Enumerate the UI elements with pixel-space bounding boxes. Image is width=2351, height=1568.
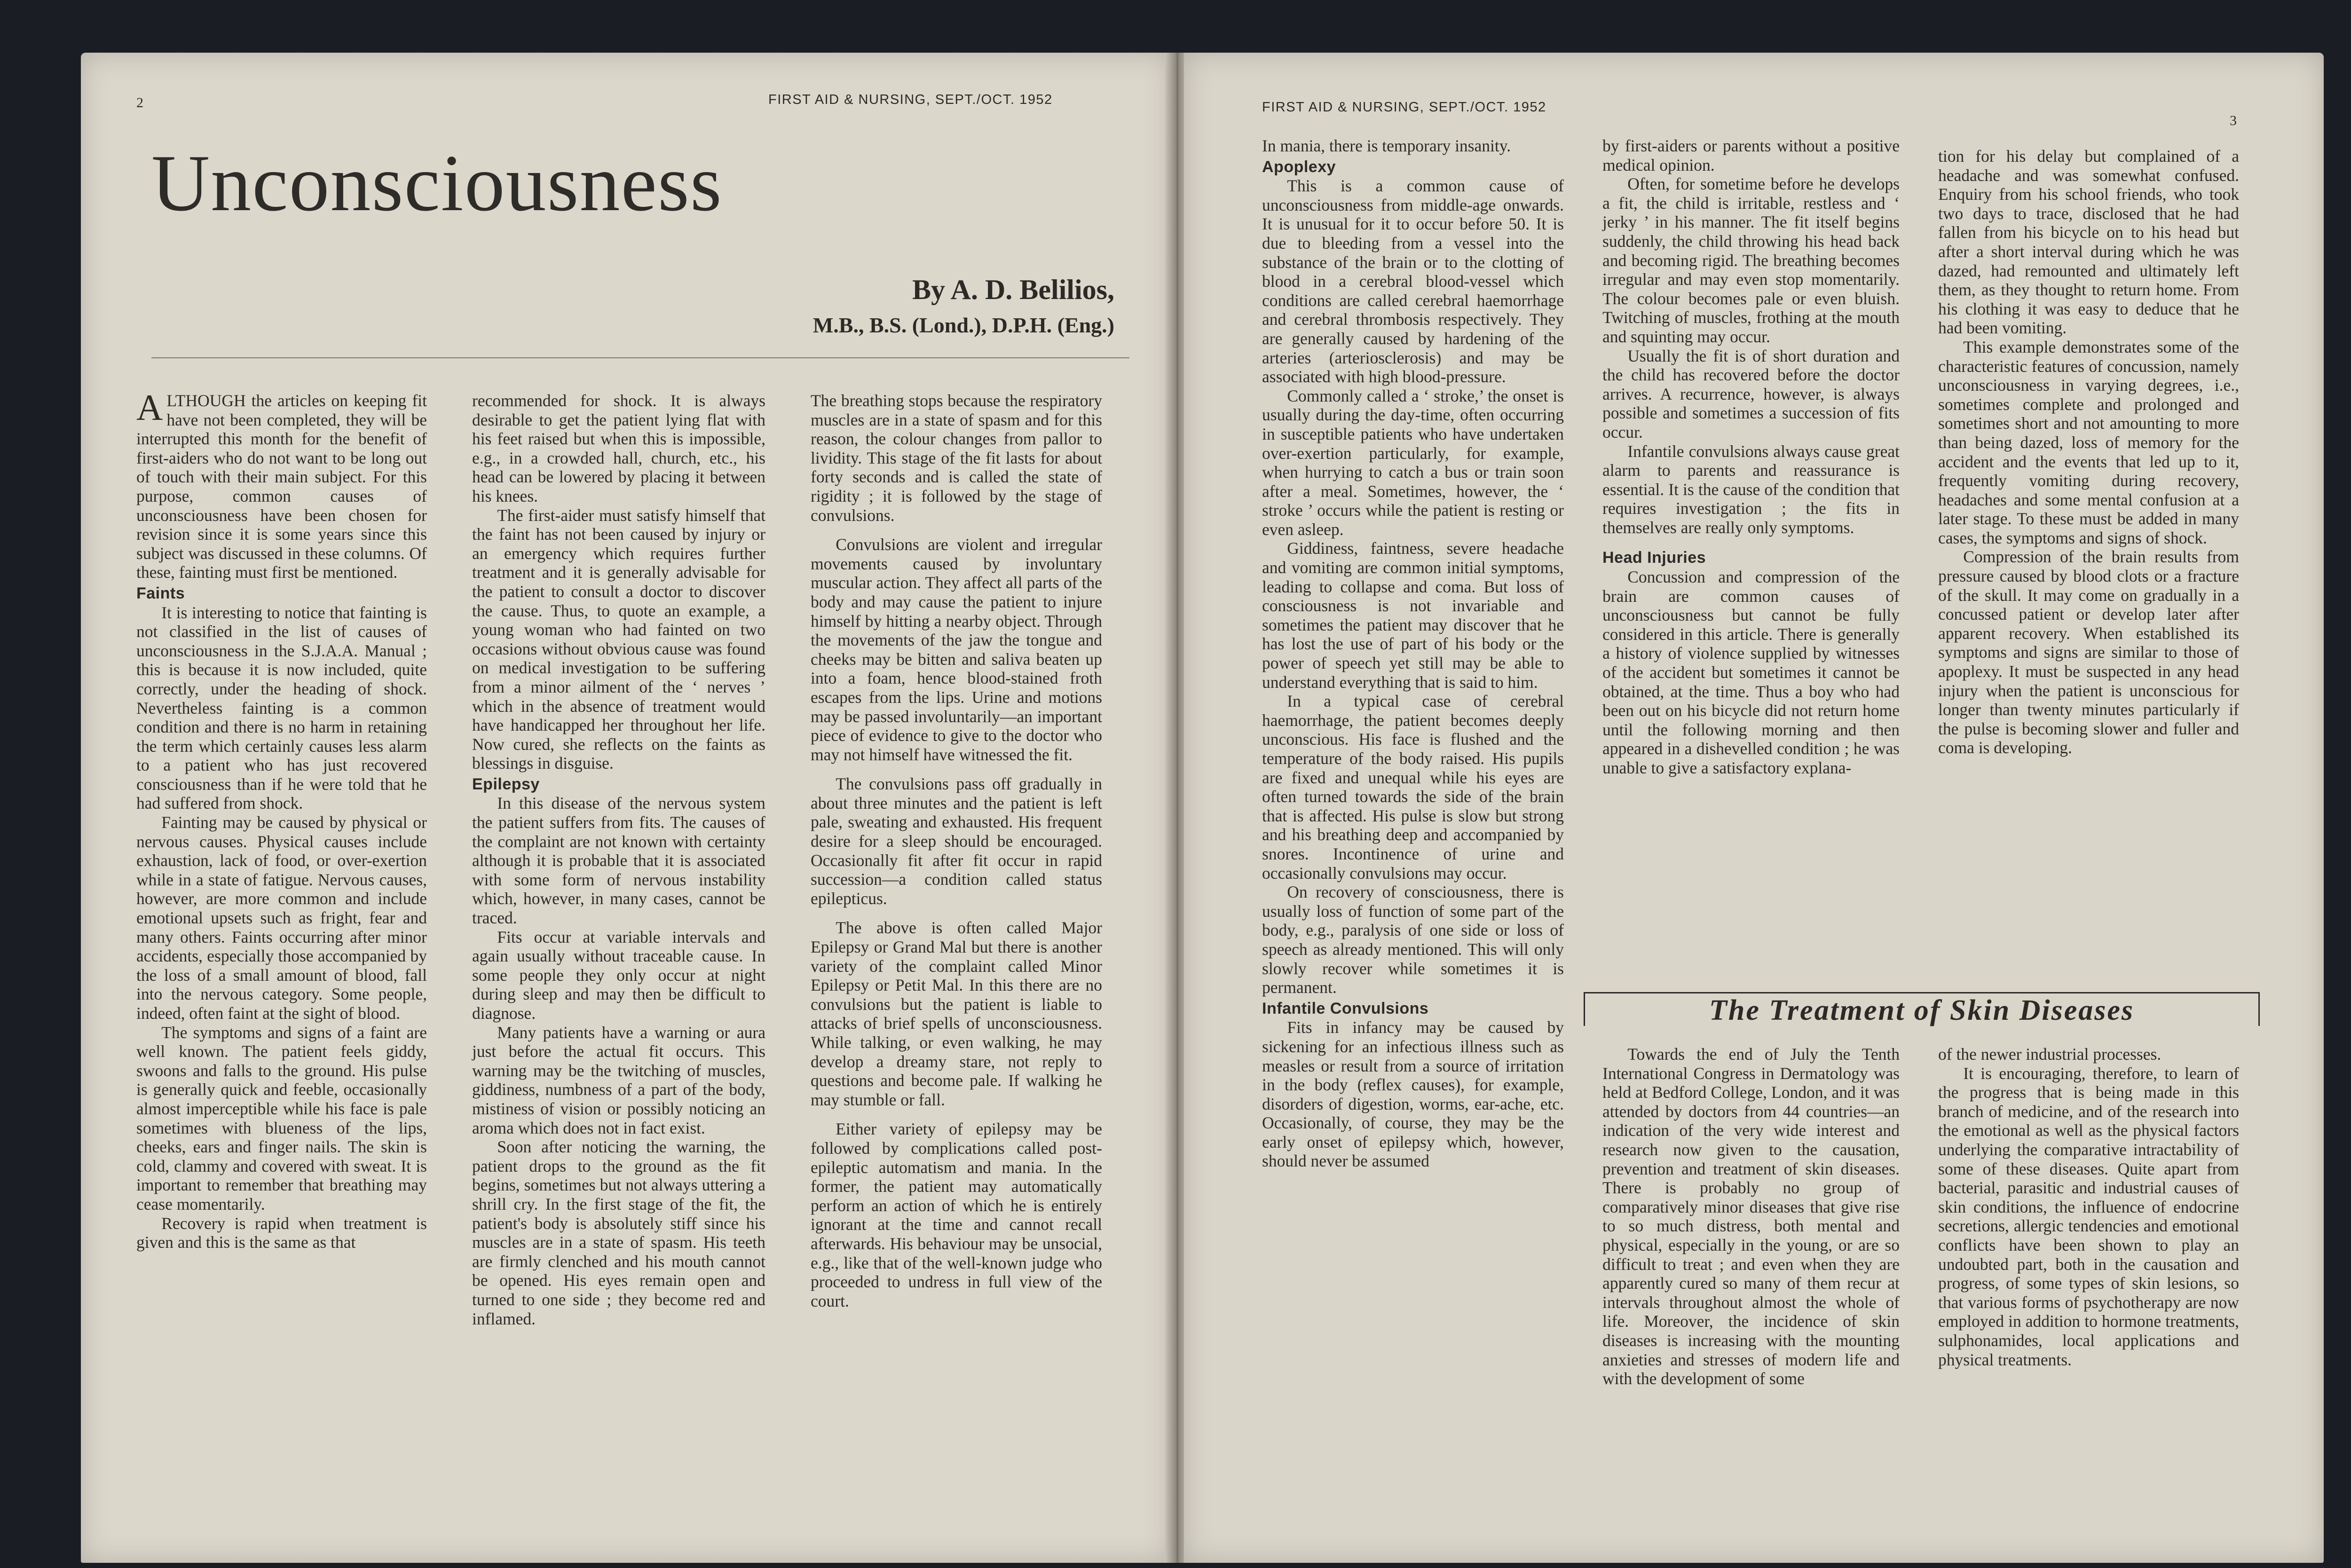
paragraph: Convulsions are violent and irregular movements caused by involuntary muscular action. They affect all parts of the body and may cause the patient to injure himself by hitting a nearby object. Through the movements of the jaw the tongue and cheeks may be bitten and saliva beaten up into a foam, hence blood-stained froth escapes from the lips. Urine and motions may be passed involuntarily—an important piece of evidence to give to the doctor who may not himself have witnessed the fit. bbox=[811, 535, 1102, 764]
paragraph: The convulsions pass off gradually in about three minutes and the patient is left pale, sweating and exhausted. His frequent desire for a sleep should be encouraged. Occasionally fit after fit occur in rapid succession—a condition called status epilepticus. bbox=[811, 774, 1102, 908]
paragraph: Commonly called a ‘ stroke,’ the onset is usually during the day-time, often occurring in susceptible patients who have undertaken over-exertion particularly, for example, when hurrying to catch a bus or train soon after a meal. Sometimes, however, the ‘ stroke ’ occurs while the patient is resting or even asleep. bbox=[1262, 386, 1564, 539]
skin-article-title: The Treatment of Skin Diseases bbox=[1709, 994, 2135, 1026]
paragraph: In mania, there is temporary insanity. bbox=[1262, 136, 1511, 155]
heading-head-injuries: Head Injuries bbox=[1602, 549, 1706, 567]
paragraph: Fits occur at variable intervals and again usually without traceable cause. In some people they only occur at night during sleep and may then be difficult to diagnose. bbox=[472, 927, 765, 1023]
heading-faints: Faints bbox=[136, 584, 185, 602]
skin-diseases-banner bbox=[1584, 992, 2260, 1026]
byline bbox=[813, 274, 1114, 338]
paragraph: recommended for shock. It is always desirable to get the patient lying flat with his feet raised but when this is impossible, e.g., in a crowded hall, church, etc., his head can be lowered by placing it between his knees. bbox=[472, 391, 765, 505]
right-column-3 bbox=[1938, 147, 2239, 757]
paragraph: It is encouraging, therefore, to learn of the progress that is being made in this branch of medicine, and of the research into the emotional as well as the physical factors underlying the comparative intractability of some of these diseases. Quite apart from bacterial, parasitic and industrial causes of skin conditions, the influence of endocrine secretions, allergic tendencies and emotional conflicts have been shown to play an undoubted part, both in the causation and progress, of some types of skin lesions, so that various forms of psychotherapy are now employed in addition to hormone treatments, sulphonamides, local applications and physical treatments. bbox=[1938, 1064, 2239, 1369]
paragraph: It is interesting to notice that fainting is not classified in the list of causes of unconsciousness in the S.J.A.A. Manual ; this is because it is now included, quite correctly, under the heading of shock. Nevertheless fainting is a common condition and there is no harm in retaining the term which certainly causes less alarm to a patient who has just recovered consciousness than if he were told that he had suffered from shock. bbox=[136, 603, 427, 813]
author-qualifications: M.B., B.S. (Lond.), D.P.H. (Eng.) bbox=[813, 313, 1114, 337]
drop-cap: A bbox=[136, 387, 163, 428]
running-head-left: FIRST AID & NURSING, SEPT./OCT. 1952 bbox=[768, 92, 1053, 107]
heading-apoplexy: Apoplexy bbox=[1262, 158, 1336, 176]
heading-epilepsy: Epilepsy bbox=[472, 775, 540, 793]
paragraph: The first-aider must satisfy himself that the faint has not been caused by injury or an emergency which requires further treatment and it is generally advisable for the patient to consult a doctor to discover the cause. Thus, to quote an example, a young woman who had fainted on two occasions without obvious cause was found on medical investigation to be suffering from a minor ailment of the ‘ nerves ’ which in the absence of treatment would have handicapped her throughout her life. Now cured, she reflects on the faints as blessings in disguise. bbox=[472, 505, 765, 773]
left-column-1 bbox=[136, 387, 427, 1252]
left-column-2 bbox=[472, 391, 765, 1328]
heading-infantile-convulsions: Infantile Convulsions bbox=[1262, 999, 1429, 1017]
right-column-1 bbox=[1262, 136, 1564, 1171]
paragraph: Soon after noticing the warning, the patient drops to the ground as the fit begins, sometimes but not always uttering a shrill cry. In the first stage of the fit, the patient's body is absolutely stiff since his muscles are in a state of spasm. His teeth are firmly clenched and his mouth cannot be opened. His eyes remain open and turned to one side ; they become red and inflamed. bbox=[472, 1137, 765, 1328]
page-number-left: 2 bbox=[136, 95, 144, 110]
paragraph: Fits in infancy may be caused by sickening for an infectious illness such as measles or result from a source of irritation in the body (reflex causes), for example, disorders of digestion, worms, ear-ache, etc. Occasionally, of course, they may be the early onset of epilepsy which, however, should never be assumed bbox=[1262, 1018, 1564, 1171]
paragraph: The symptoms and signs of a faint are well known. The patient feels giddy, swoons and falls to the ground. His pulse is generally quick and feeble, occasionally almost imperceptible while his face is pale sometimes with blueness of the lips, cheeks, ears and finger nails. The skin is cold, clammy and covered with sweat. It is important to remember that breathing may cease momentarily. bbox=[136, 1023, 427, 1213]
paragraph: Giddiness, faintness, severe headache and vomiting are common initial symptoms, leading to collapse and coma. But loss of consciousness is not invariable and sometimes the patient may discover that he has lost the use of part of his body or the power of speech yet still may be able to understand everything that is said to him. bbox=[1262, 539, 1564, 692]
paragraph: Usually the fit is of short duration and the child has recovered before the doctor arrives. A recurrence, however, is always possible and sometimes a succession of fits occur. bbox=[1602, 346, 1900, 441]
article-title: Unconsciousness bbox=[151, 139, 723, 228]
page-number-right: 3 bbox=[2230, 113, 2238, 128]
paragraph: of the newer industrial processes. bbox=[1938, 1045, 2162, 1064]
paragraph: Either variety of epilepsy may be followed by complications called post-epileptic automatism and mania. In the former, the patient may automatically perform an action of which he is entirely ignorant at the time and cannot recall afterwards. His behaviour may be unsocial, e.g., like that of the well-known judge who proceeded to undress in full view of the court. bbox=[811, 1119, 1102, 1310]
skin-column-1 bbox=[1602, 1045, 1900, 1388]
paragraph: In a typical case of cerebral haemorrhage, the patient becomes deeply unconscious. His face is flushed and the temperature of the body raised. His pupils are fixed and unequal while his eyes are often turned towards the side of the brain that is affected. His pulse is slow but strong and his breathing deep and accompanied by snores. Incontinence of urine and occasionally convulsions may occur. bbox=[1262, 692, 1564, 882]
paragraph: This is a common cause of unconsciousness from middle-age onwards. It is unusual for it to occur before 50. It is due to bleeding from a vessel into the substance of the brain or to the clotting of blood in a cerebral blood-vessel which conditions are called cerebral haemorrhage and cerebral thrombosis respectively. They are generally caused by hardening of the arteries (arteriosclerosis) and may be associated with high blood-pressure. bbox=[1262, 176, 1564, 386]
paragraph: Often, for sometime before he develops a fit, the child is irritable, restless and ‘ jerky ’ in his manner. The fit itself begins suddenly, the child throwing his head back and becoming rigid. The breathing becomes irregular and may even stop momentarily. The colour becomes pale or even bluish. Twitching of muscles, frothing at the mouth and squinting may occur. bbox=[1602, 174, 1900, 346]
left-column-3 bbox=[811, 391, 1102, 1310]
paragraph: Towards the end of July the Tenth International Congress in Dermatology was held at Bedford College, London, and it was attended by doctors from 44 countries—an indication of the very wide interest and research now given to the causation, prevention and treatment of skin diseases. There is probably no group of comparatively minor diseases that give rise to so much distress, both mental and physical, especially in the young, or are so difficult to treat ; and even when they are apparently cured so many of them recur at intervals throughout almost the whole of life. Moreover, the incidence of skin diseases is increasing with the mounting anxieties and stresses of modern life and with the development of some bbox=[1602, 1045, 1900, 1388]
paragraph: tion for his delay but complained of a headache and was somewhat confused. Enquiry from his school friends, who took two days to trace, disclosed that he had fallen from his bicycle on to his head but after a short interval during which he was dazed, had remounted and ultimately left them, as they thought to return home. From his clothing it was easy to deduce that he had been vomiting. bbox=[1938, 147, 2239, 338]
running-head-right: FIRST AID & NURSING, SEPT./OCT. 1952 bbox=[1262, 100, 1546, 115]
right-page bbox=[1184, 53, 2324, 1563]
paragraph: Many patients have a warning or aura just before the actual fit occurs. This warning may be the twitching of muscles, giddiness, numbness of a part of the body, mistiness of vision or possibly noticing an aroma which does not in fact exist. bbox=[472, 1023, 765, 1137]
paragraph: Concussion and compression of the brain are common causes of unconsciousness but cannot be fully considered in this article. There is generally a history of violence supplied by witnesses of the accident but sometimes it cannot be obtained, at the time. Thus a boy who had been out on his bicycle did not return home until the following morning and then appeared in a dishevelled condition ; he was unable to give a satisfactory explana- bbox=[1602, 567, 1900, 777]
paragraph: The above is often called Major Epilepsy or Grand Mal but there is another variety of the complaint called Minor Epilepsy or Petit Mal. In this there are no convulsions but the patient is liable to attacks of brief spells of unconsciousness. While talking, or even walking, he may develop a dreamy stare, not reply to questions and become pale. If walking he may stumble or fall. bbox=[811, 918, 1102, 1109]
right-column-2 bbox=[1602, 136, 1900, 778]
paragraph: This example demonstrates some of the characteristic features of concussion, namely unconsciousness in varying degrees, i.e., sometimes complete and prolonged and sometimes short and not amounting to more than being dazed, loss of memory for the accident and the events that led up to it, frequently vomiting during recovery, headaches and some mental confusion at a later stage. To these must be added in many cases, the symptoms and signs of shock. bbox=[1938, 337, 2239, 547]
paragraph: Fainting may be caused by physical or nervous causes. Physical causes include exhaustion, lack of food, or over-exertion while in a state of fatigue. Nervous causes, however, are more common and include emotional upsets such as fright, fear and many others. Faints occurring after minor accidents, especially those accompanied by the loss of a small amount of blood, fall into the nervous category. Some people, indeed, often faint at the sight of blood. bbox=[136, 813, 427, 1023]
paragraph: The breathing stops because the respiratory muscles are in a state of spasm and for this reason, the colour changes from pallor to lividity. This stage of the fit lasts for about forty seconds and is called the state of rigidity ; it is followed by the stage of convulsions. bbox=[811, 391, 1102, 525]
paragraph: by first-aiders or parents without a positive medical opinion. bbox=[1602, 136, 1900, 174]
paragraph: On recovery of consciousness, there is usually loss of function of some part of the body, e.g., paralysis of one side or loss of speech as already mentioned. This will only slowly recover while sometimes it is permanent. bbox=[1262, 882, 1564, 997]
skin-column-2 bbox=[1938, 1045, 2239, 1369]
title-rule bbox=[151, 357, 1129, 358]
left-page bbox=[81, 53, 1171, 1563]
paragraph: LTHOUGH the articles on keeping fit have not been completed, they will be interrupted this month for the benefit of first-aiders who do not want to be long out of touch with their main subject. For this purpose, common causes of unconsciousness have been chosen for revision since it is some years since this subject was discussed in these columns. Of these, fainting must first be mentioned. bbox=[136, 391, 427, 582]
paragraph: Infantile convulsions always cause great alarm to parents and reassurance is essential. It is the cause of the condition that requires investigation ; the fits in themselves are really only symptoms. bbox=[1602, 441, 1900, 537]
paragraph: In this disease of the nervous system the patient suffers from fits. The causes of the complaint are not known with certainty although it is probable that it is associated with some form of nervous instability which, however, in many cases, cannot be traced. bbox=[472, 794, 765, 928]
paragraph: Recovery is rapid when treatment is given and this is the same as that bbox=[136, 1213, 427, 1252]
author-name: By A. D. Belilios, bbox=[912, 274, 1114, 305]
paragraph: Compression of the brain results from pressure caused by blood clots or a fracture of the skull. It may come on gradually in a concussed patient or develop later after apparent recovery. When established its symptoms and signs are similar to those of apoplexy. It must be suspected in any head injury when the patient is unconscious for longer than twenty minutes particularly if the pulse is becoming slower and fuller and coma is developing. bbox=[1938, 547, 2239, 757]
